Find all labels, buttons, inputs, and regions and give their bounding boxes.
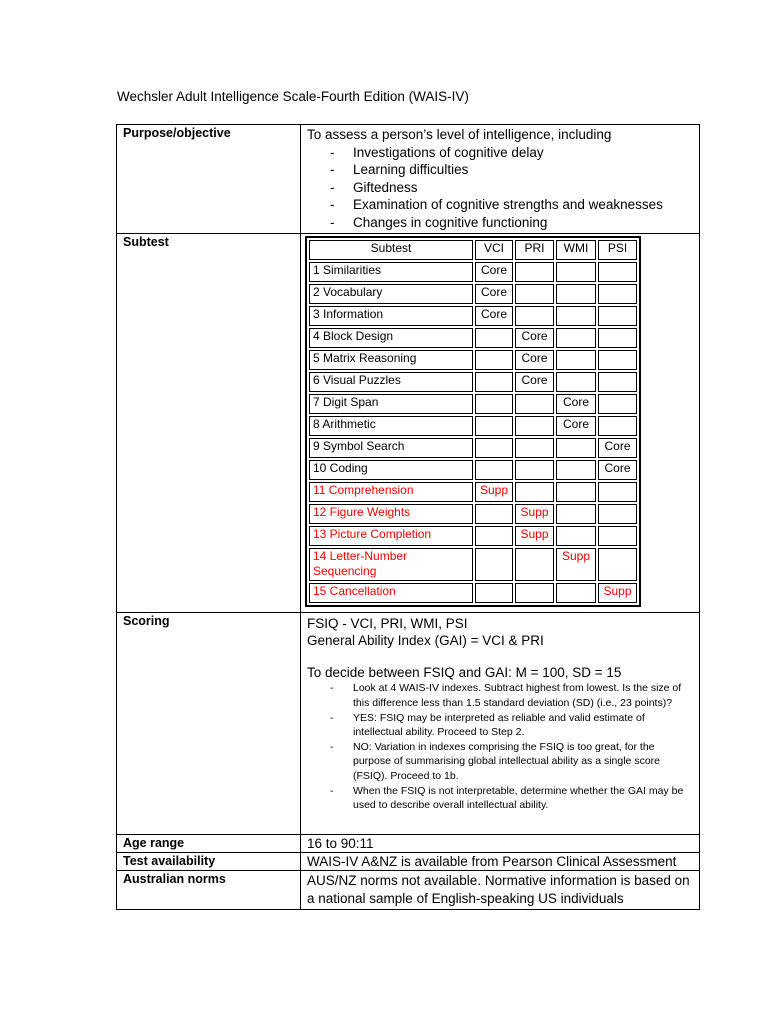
pri-cell: Core	[515, 372, 554, 392]
norms-value: AUS/NZ norms not available. Normative information is based on a national sample of English-speaking US individuals	[301, 870, 700, 909]
subtest-row-item	[309, 416, 637, 436]
purpose-item: - Giftedness	[307, 179, 693, 197]
subtest-row-item	[309, 394, 637, 414]
subtest-row-item	[309, 350, 637, 370]
subtest-name-cell: 9 Symbol Search	[309, 438, 473, 458]
wmi-cell	[556, 583, 596, 603]
wmi-cell	[556, 372, 596, 392]
norms-label: Australian norms	[117, 870, 301, 909]
purpose-item: - Examination of cognitive strengths and weaknesses	[307, 196, 693, 214]
subtest-row-item	[309, 482, 637, 502]
purpose-label: Purpose/objective	[117, 125, 301, 234]
header-vci: VCI	[475, 240, 513, 260]
pri-cell: Supp	[515, 526, 554, 546]
subtest-name-cell: 6 Visual Puzzles	[309, 372, 473, 392]
subtest-name-cell: 2 Vocabulary	[309, 284, 473, 304]
purpose-item: - Investigations of cognitive delay	[307, 144, 693, 162]
availability-value: WAIS-IV A&NZ is available from Pearson Clinical Assessment	[301, 852, 700, 870]
subtest-content	[301, 233, 700, 612]
vci-cell	[475, 372, 513, 392]
pri-cell: Core	[515, 350, 554, 370]
pri-cell	[515, 284, 554, 304]
psi-cell	[598, 372, 637, 392]
scoring-line: General Ability Index (GAI) = VCI & PRI	[307, 633, 544, 649]
psi-cell: Core	[598, 438, 637, 458]
vci-cell	[475, 328, 513, 348]
wmi-cell	[556, 262, 596, 282]
scoring-steps	[307, 681, 693, 812]
page-title: Wechsler Adult Intelligence Scale-Fourth Edition (WAIS-IV)	[117, 89, 469, 104]
subtest-name-cell: 15 Cancellation	[309, 583, 473, 603]
vci-cell	[475, 416, 513, 436]
scoring-row	[117, 612, 700, 834]
vci-cell: Core	[475, 284, 513, 304]
wais-info-table	[116, 124, 700, 910]
vci-cell	[475, 350, 513, 370]
subtest-row-item	[309, 306, 637, 326]
subtest-row-item	[309, 372, 637, 392]
vci-cell: Core	[475, 262, 513, 282]
subtest-row-item	[309, 548, 637, 581]
psi-cell	[598, 394, 637, 414]
subtest-row-item	[309, 460, 637, 480]
age-label: Age range	[117, 834, 301, 852]
subtest-name-cell: 12 Figure Weights	[309, 504, 473, 524]
wmi-cell: Supp	[556, 548, 596, 581]
psi-cell	[598, 526, 637, 546]
purpose-intro: To assess a person’s level of intelligence, including	[307, 127, 612, 142]
vci-cell	[475, 548, 513, 581]
wmi-cell	[556, 306, 596, 326]
subtest-row-item	[309, 583, 637, 603]
psi-cell	[598, 306, 637, 326]
pri-cell	[515, 262, 554, 282]
wmi-cell	[556, 526, 596, 546]
subtest-name-cell: 13 Picture Completion	[309, 526, 473, 546]
availability-label: Test availability	[117, 852, 301, 870]
subtest-row-item	[309, 262, 637, 282]
subtest-table-frame	[305, 236, 641, 607]
subtest-name-cell: 5 Matrix Reasoning	[309, 350, 473, 370]
pri-cell	[515, 583, 554, 603]
psi-cell	[598, 328, 637, 348]
pri-cell	[515, 394, 554, 414]
subtest-name-cell: 8 Arithmetic	[309, 416, 473, 436]
subtest-name-cell: 11 Comprehension	[309, 482, 473, 502]
psi-cell: Supp	[598, 583, 637, 603]
age-row	[117, 834, 700, 852]
wmi-cell	[556, 482, 596, 502]
purpose-item: - Changes in cognitive functioning	[307, 214, 693, 232]
scoring-step: - Look at 4 WAIS-IV indexes. Subtract highest from lowest. Is the size of this difference less than 1.5 standard deviation (SD) (i.e., 23 points)?	[307, 681, 693, 710]
subtest-name-cell: 4 Block Design	[309, 328, 473, 348]
psi-cell	[598, 482, 637, 502]
pri-cell	[515, 438, 554, 458]
pri-cell: Supp	[515, 504, 554, 524]
subtest-row	[117, 233, 700, 612]
norms-row	[117, 870, 700, 909]
subtest-row-item	[309, 526, 637, 546]
wmi-cell	[556, 328, 596, 348]
purpose-list	[307, 144, 693, 232]
subtest-name-cell: 10 Coding	[309, 460, 473, 480]
pri-cell	[515, 416, 554, 436]
purpose-row	[117, 125, 700, 234]
vci-cell	[475, 460, 513, 480]
psi-cell	[598, 350, 637, 370]
subtest-table	[307, 238, 639, 605]
purpose-item: - Learning difficulties	[307, 161, 693, 179]
vci-cell	[475, 394, 513, 414]
scoring-line: FSIQ - VCI, PRI, WMI, PSI	[307, 615, 468, 631]
psi-cell: Core	[598, 460, 637, 480]
vci-cell	[475, 526, 513, 546]
scoring-label: Scoring	[117, 612, 301, 834]
wmi-cell: Core	[556, 394, 596, 414]
psi-cell	[598, 504, 637, 524]
subtest-row-item	[309, 284, 637, 304]
psi-cell	[598, 284, 637, 304]
psi-cell	[598, 416, 637, 436]
wmi-cell	[556, 284, 596, 304]
pri-cell	[515, 306, 554, 326]
wmi-cell	[556, 350, 596, 370]
age-value: 16 to 90:11	[301, 834, 700, 852]
header-pri: PRI	[515, 240, 554, 260]
subtest-row-item	[309, 504, 637, 524]
subtest-name-cell: 1 Similarities	[309, 262, 473, 282]
wmi-cell	[556, 504, 596, 524]
scoring-line: To decide between FSIQ and GAI: M = 100, SD = 15	[307, 664, 622, 680]
pri-cell: Core	[515, 328, 554, 348]
subtest-label: Subtest	[117, 233, 301, 612]
vci-cell: Core	[475, 306, 513, 326]
scoring-step: - NO: Variation in indexes comprising the FSIQ is too great, for the purpose of summarising global intellectual ability as a single score (FSIQ). Proceed to 1b.	[307, 740, 693, 784]
subtest-name-cell: 3 Information	[309, 306, 473, 326]
subtest-header-row	[309, 240, 637, 260]
header-psi: PSI	[598, 240, 637, 260]
vci-cell	[475, 504, 513, 524]
pri-cell	[515, 482, 554, 502]
subtest-row-item	[309, 328, 637, 348]
availability-row	[117, 852, 700, 870]
psi-cell	[598, 262, 637, 282]
vci-cell: Supp	[475, 482, 513, 502]
header-subtest: Subtest	[309, 240, 473, 260]
pri-cell	[515, 548, 554, 581]
purpose-content	[301, 125, 700, 234]
header-wmi: WMI	[556, 240, 596, 260]
scoring-step: - When the FSIQ is not interpretable, determine whether the GAI may be used to describe overall intellectual ability.	[307, 784, 693, 813]
psi-cell	[598, 548, 637, 581]
scoring-step: - YES: FSIQ may be interpreted as reliable and valid estimate of intellectual ability. Proceed to Step 2.	[307, 711, 693, 740]
wmi-cell	[556, 460, 596, 480]
subtest-row-item	[309, 438, 637, 458]
pri-cell	[515, 460, 554, 480]
subtest-name-cell: 7 Digit Span	[309, 394, 473, 414]
wmi-cell	[556, 438, 596, 458]
scoring-content	[301, 612, 700, 834]
subtest-name-cell: 14 Letter-Number Sequencing	[309, 548, 473, 581]
vci-cell	[475, 438, 513, 458]
wmi-cell: Core	[556, 416, 596, 436]
vci-cell	[475, 583, 513, 603]
